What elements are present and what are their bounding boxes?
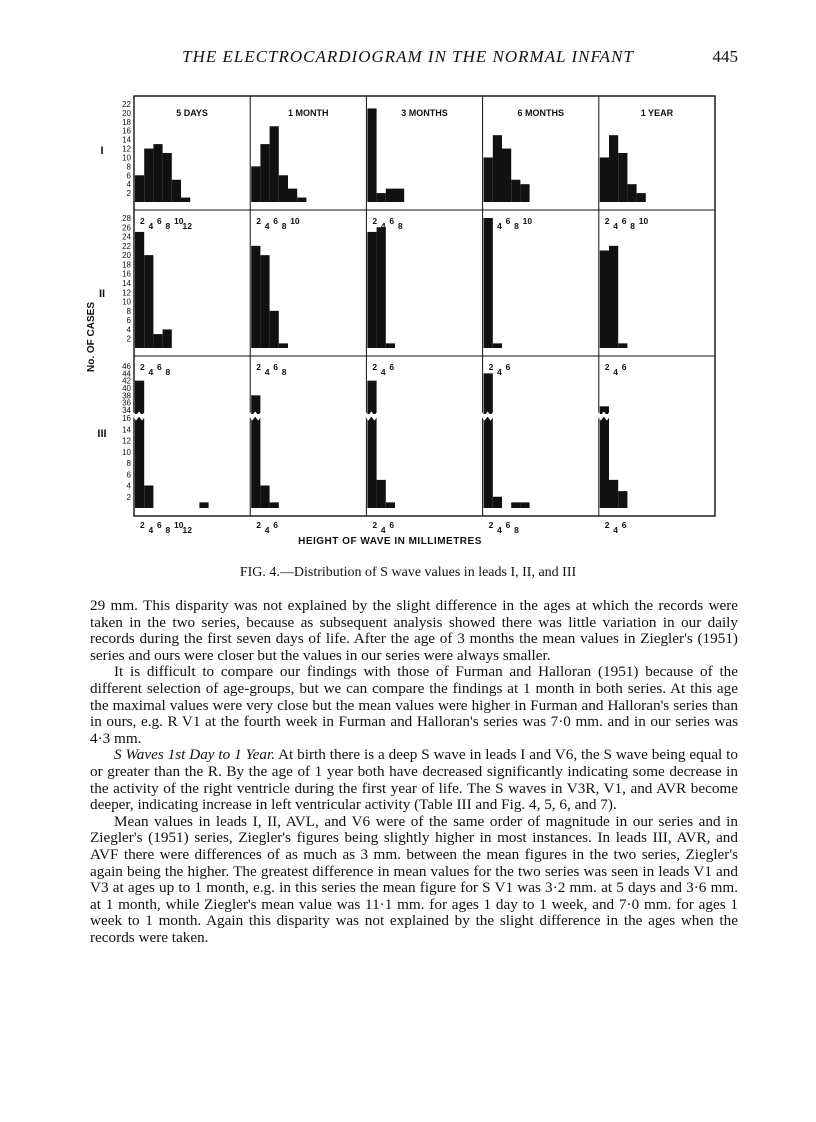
histogram-bar	[260, 255, 269, 348]
paragraph-1: 29 mm. This disparity was not explained by the slight difference in the ages at which the records were taken in the two series, because as subsequent analysis showed there was little variation in our daily records during the first seven days of life. After the age of 3 months the mean values in Ziegler's (1951) series and ours were closer but the values in our series were always smaller.	[90, 597, 738, 664]
y-tick-label: 10	[122, 153, 131, 163]
histogram-bar	[609, 135, 618, 202]
histogram-bar	[600, 251, 609, 349]
x-tick-label: 6	[505, 520, 511, 530]
x-tick-label: 6	[621, 216, 627, 226]
y-tick-label: 4	[126, 180, 131, 190]
x-tick-label: 6	[389, 362, 395, 372]
x-tick-label: 2	[488, 216, 494, 226]
histogram-bar	[484, 157, 493, 202]
histogram-bar	[511, 180, 520, 202]
column-title: 3 MONTHS	[401, 108, 448, 118]
x-tick-label: 2	[488, 362, 494, 372]
histogram-bar	[279, 343, 288, 348]
histogram-bar	[377, 193, 386, 202]
histogram-bar	[618, 343, 627, 348]
histogram-bar	[520, 184, 529, 202]
y-tick-label: 6	[126, 470, 131, 480]
x-tick-label: 4	[148, 525, 154, 535]
histogram-bar	[484, 218, 493, 348]
histogram-bar	[600, 416, 609, 508]
section-heading: S Waves 1st Day to 1 Year.	[114, 746, 276, 764]
y-axis-label: No. OF CASES	[86, 301, 97, 373]
running-header: THE ELECTROCARDIOGRAM IN THE NORMAL INFANT	[182, 47, 634, 66]
x-tick-label: 4	[613, 221, 619, 231]
y-tick-label: 10	[122, 297, 131, 307]
y-tick-label: 18	[122, 260, 131, 270]
histogram-bar	[279, 175, 288, 202]
histogram-bar	[199, 502, 208, 508]
histogram-bar	[251, 416, 260, 508]
histogram-bar	[600, 157, 609, 202]
page-number: 445	[712, 47, 738, 66]
x-tick-label: 4	[497, 367, 502, 377]
column-title: 6 MONTHS	[517, 108, 564, 118]
y-tick-label: 12	[122, 144, 131, 154]
histogram-bar	[377, 480, 386, 508]
x-tick-label: 12	[182, 221, 192, 231]
histogram-bar	[502, 149, 511, 202]
histogram-bar	[270, 311, 279, 348]
histogram-bar	[484, 373, 493, 414]
y-tick-label: 14	[122, 135, 131, 145]
x-tick-label: 6	[273, 362, 278, 372]
x-tick-label: 2	[372, 216, 378, 226]
lead-label-III: III	[97, 428, 107, 440]
figure-caption: FIG. 4.—Distribution of S wave values in leads I, II, and III	[239, 565, 577, 580]
histogram-figure	[80, 92, 720, 562]
x-tick-label: 4	[148, 367, 154, 377]
paragraph-4: Mean values in leads I, II, AVL, and V6 were of the same order of magnitude in our series and in Ziegler's (1951) series, Ziegler's figures being slightly higher in most instances. In leads III, AVR, and AVF there were differences of as much as 3 mm. between the mean figures in the two series, Ziegler's again being the higher. The greatest difference in mean values for the two series was seen in leads V1 and V3 at ages up to 1 month, e.g. in this series the mean figure for S V1 was 3·2 mm. at 5 days and 3·6 mm. at 1 month, while Ziegler's mean value was 11·1 mm. for ages 1 day to 1 week, and 7·0 mm. for ages 1 week to 1 month. Again this disparity was not explained by the slight difference in the ages when the records were taken.	[90, 812, 738, 946]
y-tick-label: 28	[122, 214, 131, 223]
histogram-bar	[135, 232, 144, 348]
y-tick-label: 38	[122, 391, 131, 401]
histogram-bar	[260, 486, 269, 509]
x-tick-label: 10	[290, 216, 300, 226]
histogram-bar	[386, 343, 395, 348]
histogram-bar	[172, 180, 181, 202]
y-tick-label: 26	[122, 223, 131, 233]
panel-grid	[97, 96, 715, 535]
histogram-bar	[627, 184, 636, 202]
x-tick-label: 12	[182, 525, 192, 535]
x-tick-label: 10	[638, 216, 649, 226]
histogram-bar	[288, 189, 297, 202]
y-tick-label: 36	[122, 398, 131, 408]
histogram-bar	[618, 153, 627, 202]
histogram-bar	[144, 149, 153, 202]
histogram-bar	[270, 126, 279, 202]
x-tick-label: 2	[604, 216, 610, 226]
y-tick-label: 44	[122, 369, 131, 379]
y-tick-label: 16	[122, 269, 131, 279]
y-tick-label: 20	[122, 251, 131, 261]
histogram-bar	[511, 502, 520, 508]
x-tick-label: 2	[256, 216, 261, 226]
histogram-bar	[493, 135, 502, 202]
x-tick-label: 8	[165, 221, 171, 231]
x-tick-label: 8	[514, 221, 519, 231]
x-tick-label: 4	[497, 525, 502, 535]
y-tick-label: 14	[122, 279, 131, 288]
y-tick-label: 8	[126, 459, 131, 468]
x-tick-label: 6	[157, 216, 162, 226]
x-tick-label: 4	[613, 367, 619, 377]
x-tick-label: 2	[256, 520, 261, 530]
x-tick-label: 6	[389, 216, 395, 226]
x-tick-label: 6	[505, 362, 511, 372]
y-tick-label: 12	[122, 288, 131, 298]
x-tick-label: 6	[157, 362, 162, 372]
x-tick-label: 4	[380, 367, 386, 377]
column-title: 1 MONTH	[288, 108, 329, 118]
histogram-bar	[637, 193, 646, 202]
x-tick-label: 6	[273, 216, 278, 226]
x-tick-label: 2	[140, 362, 145, 372]
y-tick-label: 22	[122, 100, 131, 109]
histogram-bar	[493, 497, 502, 508]
y-tick-label: 16	[122, 126, 131, 136]
x-tick-label: 10	[522, 216, 533, 226]
histogram-bar	[484, 416, 493, 508]
y-tick-label: 10	[122, 447, 131, 457]
y-tick-label: 8	[126, 162, 131, 172]
y-tick-label: 4	[126, 481, 131, 491]
histogram-bar	[609, 246, 618, 348]
histogram-bar	[260, 144, 269, 202]
x-tick-label: 4	[264, 525, 270, 535]
x-tick-label: 4	[380, 525, 386, 535]
y-tick-label: 2	[126, 189, 131, 199]
histogram-bar	[144, 486, 153, 509]
x-tick-label: 4	[380, 221, 386, 231]
y-tick-label: 6	[126, 316, 131, 326]
x-tick-label: 10	[174, 216, 184, 226]
y-tick-label: 12	[122, 436, 131, 446]
histogram-bar	[493, 343, 502, 348]
paragraph-3-text: At birth there is a deep S wave in leads I and V6, the S wave being equal to or greater than the R. By the age of 1 year both have decreased significantly indicating some decrease in the activity of the right ventricle during the first year of life. The S waves in V3R, V1, and AVR become deeper, indicating increase in left ventricular activity (Table III and Fig. 4, 5, 6, and 7).	[90, 746, 738, 814]
x-tick-label: 4	[497, 221, 502, 231]
x-tick-label: 4	[613, 525, 619, 535]
histogram-bar	[520, 502, 529, 508]
histogram-bar	[395, 189, 404, 202]
body-text	[90, 598, 738, 946]
histogram-bar	[153, 334, 162, 348]
x-tick-label: 2	[372, 520, 378, 530]
x-tick-label: 8	[630, 221, 636, 231]
x-tick-label: 2	[604, 520, 610, 530]
histogram-bar	[163, 153, 172, 202]
y-tick-label: 22	[122, 241, 131, 251]
column-title: 1 YEAR	[640, 108, 674, 118]
histogram-bar	[270, 502, 279, 508]
y-tick-label: 16	[122, 414, 131, 423]
histogram-bar	[367, 108, 376, 202]
y-tick-label: 40	[122, 384, 131, 393]
histogram-bar	[386, 189, 395, 202]
x-tick-label: 2	[140, 216, 145, 226]
x-tick-label: 6	[273, 520, 278, 530]
paragraph-2: It is difficult to compare our findings with those of Furman and Halloran (1951) because of the different selection of age-groups, but we can compare the findings at 1 month in both series. At this age the maximal values were very close but the mean values were higher in Furman and Halloran's series than in ours, e.g. R V1 at the fourth week in Furman and Halloran's series was 7·0 mm. and in our series was 4·3 mm.	[90, 663, 738, 747]
histogram-bar	[135, 416, 144, 508]
x-tick-label: 8	[281, 367, 287, 377]
x-tick-label: 4	[148, 221, 154, 231]
histogram-bar	[251, 246, 260, 348]
x-tick-label: 8	[165, 367, 171, 377]
y-tick-label: 14	[122, 425, 131, 435]
x-tick-label: 2	[604, 362, 610, 372]
x-axis-label: HEIGHT OF WAVE IN MILLIMETRES	[298, 536, 482, 547]
x-tick-label: 6	[157, 520, 162, 530]
column-title: 5 DAYS	[176, 108, 208, 118]
paragraph-3	[90, 747, 738, 813]
histogram-bar	[163, 329, 172, 348]
y-tick-label: 42	[122, 376, 131, 386]
histogram-bar	[135, 175, 144, 202]
histogram-bar	[297, 198, 306, 202]
y-tick-label: 18	[122, 117, 131, 127]
histogram-bar	[367, 232, 376, 348]
x-tick-label: 8	[514, 525, 519, 535]
histogram-bar	[135, 381, 144, 414]
y-tick-label: 2	[126, 492, 131, 502]
x-tick-label: 2	[372, 362, 378, 372]
y-tick-label: 20	[122, 108, 131, 118]
x-tick-label: 6	[505, 216, 511, 226]
x-tick-label: 4	[264, 367, 270, 377]
figure-frame	[134, 96, 715, 516]
x-tick-label: 6	[389, 520, 395, 530]
y-tick-label: 6	[126, 171, 131, 181]
histogram-bar	[251, 166, 260, 202]
x-tick-label: 8	[397, 221, 403, 231]
x-tick-label: 8	[165, 525, 171, 535]
y-tick-label: 46	[122, 362, 131, 371]
x-tick-label: 10	[174, 520, 184, 530]
histogram-bar	[367, 381, 376, 414]
y-tick-label: 24	[122, 232, 131, 242]
histogram-bar	[144, 255, 153, 348]
lead-label-II: II	[98, 288, 106, 300]
y-tick-label: 2	[126, 334, 131, 344]
x-tick-label: 6	[621, 520, 627, 530]
histogram-bar	[153, 144, 162, 202]
lead-label-I: I	[100, 145, 104, 157]
histogram-bar	[618, 491, 627, 508]
histogram-bar	[251, 395, 260, 414]
x-tick-label: 2	[256, 362, 261, 372]
x-tick-label: 2	[140, 520, 145, 530]
histogram-bar	[367, 416, 376, 508]
histogram-bar	[609, 480, 618, 508]
x-tick-label: 2	[488, 520, 494, 530]
histogram-bar	[181, 198, 190, 202]
x-tick-label: 4	[264, 221, 270, 231]
x-tick-label: 8	[281, 221, 287, 231]
y-tick-label: 34	[122, 406, 131, 415]
histogram-bar	[386, 502, 395, 508]
y-tick-label: 8	[126, 306, 131, 316]
x-tick-label: 6	[621, 362, 627, 372]
y-tick-label: 4	[126, 325, 131, 335]
histogram-bar	[377, 227, 386, 348]
